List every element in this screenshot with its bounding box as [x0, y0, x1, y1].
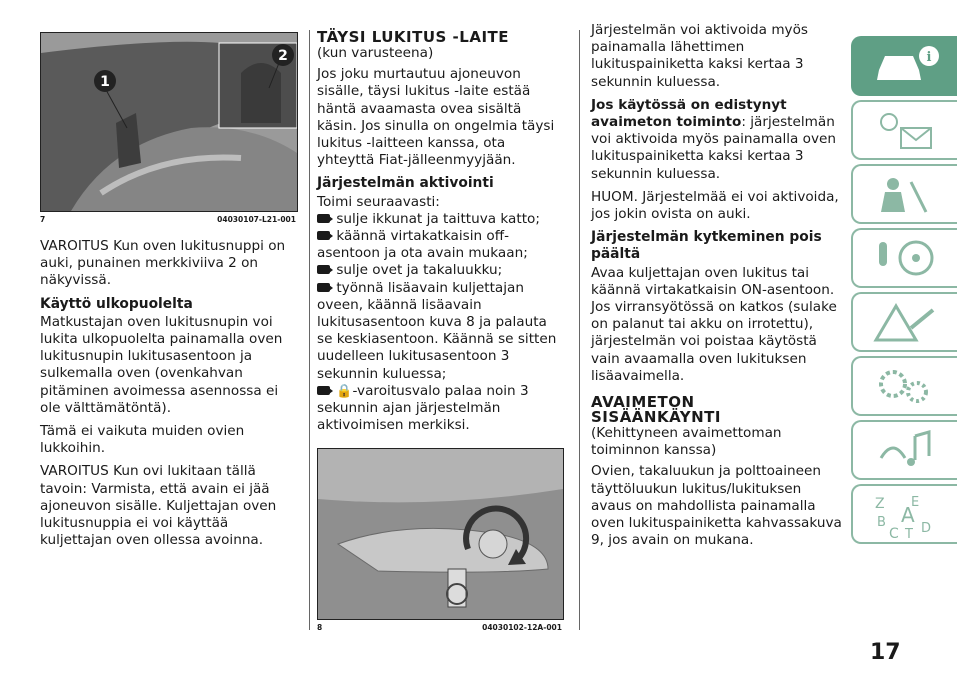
step-2: käännä virtakatkaisin off-asentoon ja ota avain mukaan;: [317, 228, 528, 262]
paragraph-remote: Järjestelmän voi aktivoida myös painamalla lähettimen lukituspainiketta kaksi kertaa 3 sekunnin kuluessa.: [591, 22, 809, 90]
tab-index[interactable]: [851, 484, 957, 544]
page-number: 17: [870, 640, 901, 665]
figure-8: [317, 448, 564, 620]
section-subtitle: (Kehittyneen avaimettoman toiminnon kanssa): [591, 425, 782, 459]
warning-2: VAROITUS Kun ovi lukitaan tällä tavoin: Varmista, että avain ei jää ajoneuvon sisälle. Kuljettajan oven lukitusnuppia ei voi käyttää kuljettajan oven ollessa avoinna.: [40, 463, 277, 549]
svg-text:C: C: [889, 526, 899, 540]
warning-lights-icon: [871, 108, 941, 152]
step-4: työnnä lisäavain kuljettajan oveen, käännä lisäavain lukitusasentoon kuva 8 ja palauta se keskiasentoon. Käännä se sitten uudelleen lukitusasentoon 3 sekunnin kuluessa;: [317, 279, 557, 382]
bullet-icon: [317, 265, 330, 274]
heading-outside-use: Käyttö ulkopuolelta: [40, 295, 193, 312]
figure-number: 8: [317, 623, 323, 633]
svg-text:B: B: [877, 515, 886, 530]
tab-driving[interactable]: [851, 228, 957, 288]
steps-intro: Toimi seuraavasti:: [317, 193, 440, 210]
step-5: 🔒-varoitusvalo palaa noin 3 sekunnin ajan järjestelmän aktivoimisen merkiksi.: [317, 382, 529, 434]
figure-7: [40, 32, 298, 212]
svg-text:E: E: [911, 495, 920, 510]
paragraph-intro: Jos joku murtautuu ajoneuvon sisälle, täysi lukitus -laite estää häntä avaamasta ovea sisältä käsin. Jos sinulla on ongelmia täysi lukitus -laitteen kanssa, ota yhteyttä Fiat-jälleenmyyjään.: [317, 66, 555, 169]
paragraph-1: Matkustajan oven lukitusnupin voi lukita ulkopuolelta painamalla oven lukitusnupin lukitusasentoon ja sulkemalla oven (ovenkahvan pitäminen avoimessa asennossa ei ole välttämätöntä).: [40, 313, 283, 416]
tab-maintenance[interactable]: [851, 356, 957, 416]
tab-emergency[interactable]: [851, 292, 957, 352]
heading-activation: Järjestelmän aktivointi: [317, 175, 494, 192]
tab-multimedia[interactable]: [851, 420, 957, 480]
door-handle-key-illustration: [318, 449, 563, 619]
figure-code: 04030102-12A-001: [482, 623, 562, 633]
bullet-icon: [317, 231, 330, 240]
column-divider: [309, 30, 310, 630]
warning-1: VAROITUS Kun oven lukitusnuppi on auki, punainen merkkiviiva 2 on näkyvissä.: [40, 238, 286, 289]
maintenance-icon: [871, 364, 941, 408]
tab-vehicle-info[interactable]: [851, 36, 957, 96]
bullet-icon: [317, 386, 330, 395]
figure-code: 04030107-L21-001: [217, 215, 296, 224]
airbag-safety-icon: [871, 172, 941, 216]
tab-safety[interactable]: [851, 164, 957, 224]
multimedia-icon: [871, 428, 941, 472]
bullet-icon: [317, 283, 330, 292]
paragraph-2: Tämä ei vaikuta muiden ovien lukkoihin.: [40, 423, 245, 457]
paragraph-keyless: Jos käytössä on edistynyt avaimeton toiminto: järjestelmän voi aktivoida myös painamalla oven lukituspainiketta kaksi kertaa 3 sekunnin kuluessa.: [591, 96, 836, 182]
callout-1: 1: [100, 74, 110, 90]
emergency-icon: [871, 300, 941, 344]
figure-8-caption: [317, 623, 562, 632]
column-3: [591, 22, 843, 555]
lock-warning-light-icon: 🔒: [336, 383, 353, 399]
paragraph-deactivation: Avaa kuljettajan oven lukitus tai käännä virtakatkaisin ON-asentoon. Jos virransyötössä on katkos (sulake on palanut tai akku on irrotettu), järjestelmän voi poistaa käytöstä vain avaamalla oven lukituksen lisäavaimella.: [591, 264, 837, 384]
figure-7-caption: [40, 215, 296, 224]
car-info-icon: [871, 44, 941, 88]
heading-deactivation: Järjestelmän kytkeminen pois päältä: [591, 229, 822, 263]
svg-text:i: i: [926, 50, 932, 65]
tab-warning-lights[interactable]: [851, 100, 957, 160]
heading-keyless: Jos käytössä on edistynyt avaimeton toiminto: [591, 96, 787, 131]
figure-number: 7: [40, 215, 46, 224]
door-lock-illustration: [41, 33, 297, 211]
svg-text:A: A: [901, 503, 915, 527]
svg-text:T: T: [905, 527, 913, 540]
section-subtitle: (kun varusteena): [317, 45, 434, 61]
step-3: sulje ovet ja takaluukku;: [317, 262, 562, 279]
index-icon: [871, 492, 941, 540]
column-divider: [579, 30, 580, 630]
section-title-deadlock: TÄYSI LUKITUS -LAITE: [317, 28, 510, 46]
starting-driving-icon: [871, 236, 941, 280]
column-1: [40, 22, 296, 555]
section-title-keyless: AVAIMETON SISÄÄNKÄYNTI: [591, 393, 721, 427]
bullet-icon: [317, 214, 330, 223]
callout-2: 2: [278, 48, 288, 64]
step-1: sulje ikkunat ja taittuva katto;: [317, 211, 562, 228]
svg-text:D: D: [921, 521, 932, 536]
paragraph-keyless-entry: Ovien, takaluukun ja polttoaineen täyttöluukun lukitus/lukituksen avaus on mahdollista painamalla oven lukituspainiketta kahvassakuva 9, jos avain on mukana.: [591, 463, 842, 549]
column-2: [317, 22, 562, 632]
svg-text:Z: Z: [875, 496, 885, 512]
note: HUOM. Järjestelmää ei voi aktivoida, jos jokin ovista on auki.: [591, 188, 839, 223]
